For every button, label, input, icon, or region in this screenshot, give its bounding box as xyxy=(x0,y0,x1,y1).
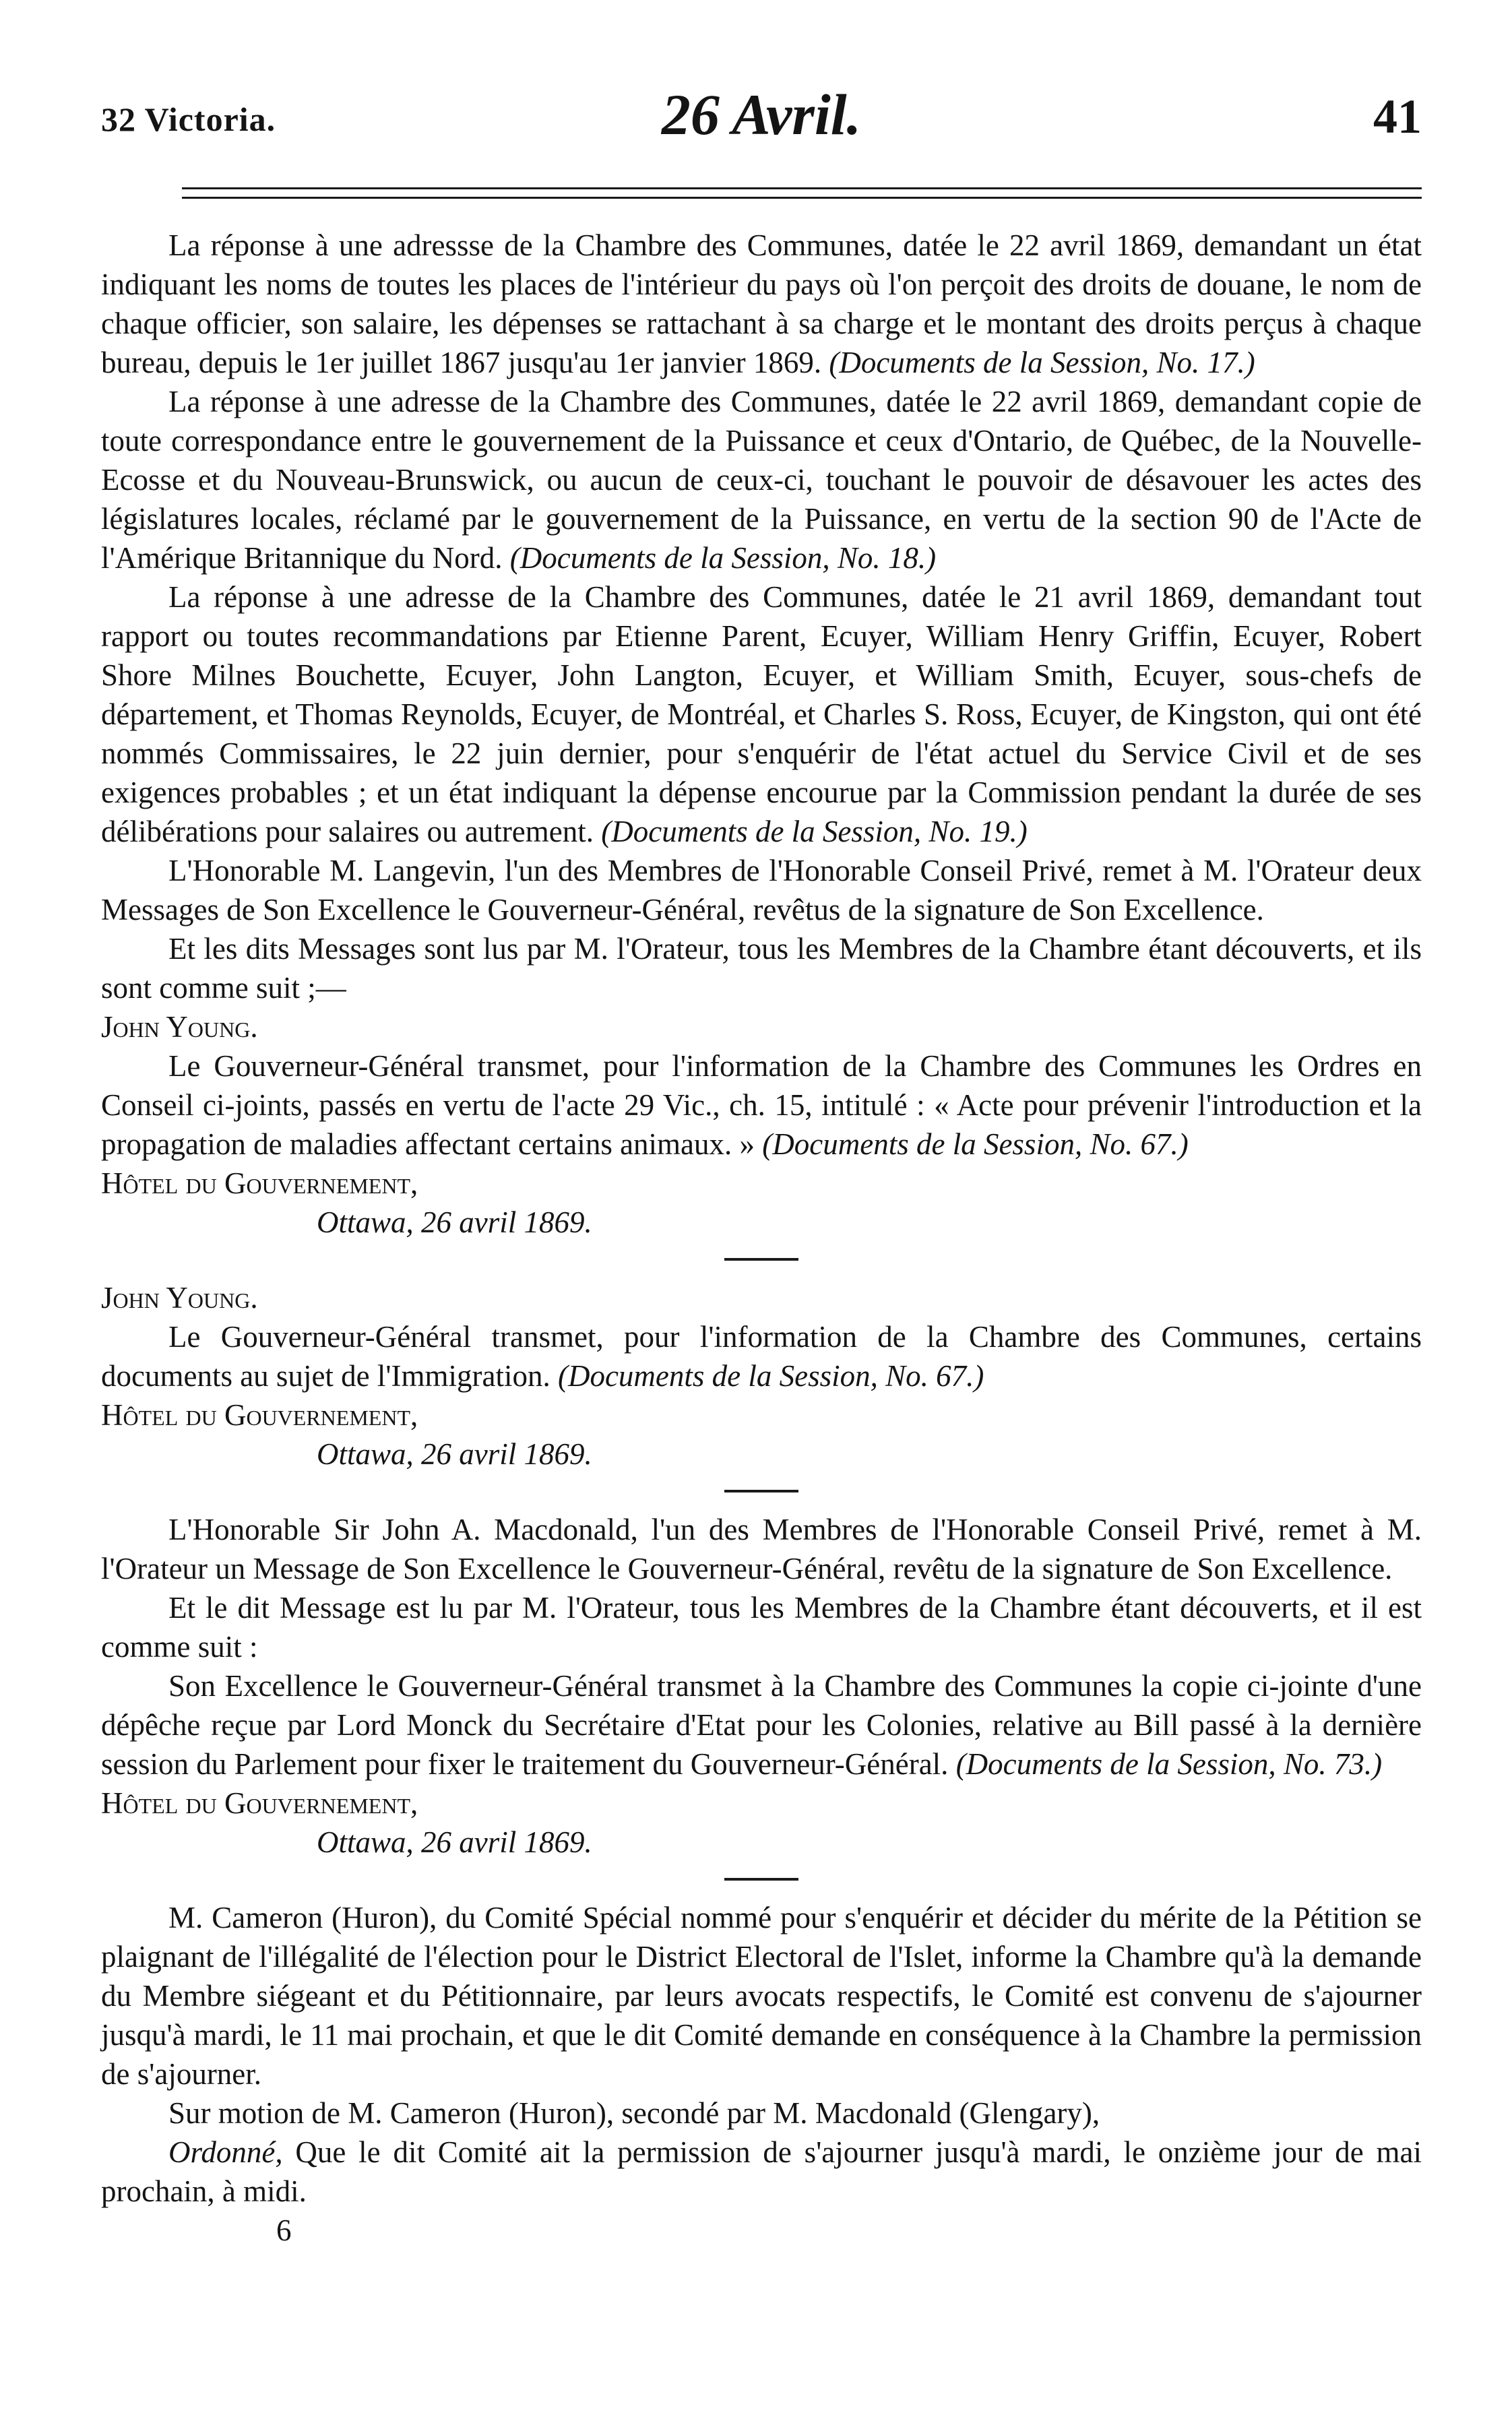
paragraph-civil-service-return: La réponse à une adresse de la Chambre des Communes, datée le 21 avril 1869, demandant tout rapport ou toutes recommandations par Etienne Parent, Ecuyer, William Henry Griffin, Ecuyer, Robert Shore Milnes Bouchette, Ecuyer, John Langton, Ecuyer, et William Smith, Ecuyer, sous-chefs de département, et Thomas Reynolds, Ecuyer, de Montréal, et Charles S. Ross, Ecuyer, de Kingston, qui ont été nommés Commissaires, le 22 juin dernier, pour s'enquérir de l'état actuel du Service Civil et de ses exigences probables ; et un état indiquant la dépense encourue par la Commission pendant la durée de ses délibérations pour salaires ou autrement. (Documents de la Session, No. 19.) xyxy=(101,580,1422,848)
paragraph-correspondence-return: La réponse à une adresse de la Chambre des Communes, datée le 22 avril 1869, demandant copie de toute correspondance entre le gouvernement de la Puissance et ceux d'Ontario, de Québec, de la Nouvelle-Ecosse et du Nouveau-Brunswick, ou aucun de ceux-ci, touchant le pouvoir de désavouer les actes des législatures locales, réclamé par le gouvernement de la Puissance, en vertu de la section 90 de l'Acte de l'Amérique Britannique du Nord. (Documents de la Session, No. 18.) xyxy=(101,385,1422,575)
document-reference: (Documents de la Session, No. 67.) xyxy=(557,1359,984,1393)
section-separator xyxy=(724,1878,798,1881)
document-reference: (Documents de la Session, No. 73.) xyxy=(955,1747,1383,1781)
header-rule-bottom xyxy=(182,197,1422,199)
header-volume: 32 Victoria. xyxy=(101,100,276,138)
page-number: 41 xyxy=(1373,90,1422,144)
dateline: Ottawa, 26 avril 1869. xyxy=(317,1825,592,1859)
paragraph-committee-report: M. Cameron (Huron), du Comité Spécial nommé pour s'enquérir et décider du mérite de la Pétition se plaignant de l'illégalité de l'élection pour le District Electoral de l'Islet, informe la Chambre qu'à la demande du Membre siégeant et du Pétitionnaire, par leurs avocats respectifs, le Comité est convenu de s'ajourner jusqu'à mardi, le 11 mai prochain, et que le dit Comité demande en conséquence à la Chambre la permission de s'ajourner. xyxy=(101,1901,1422,2091)
dateline: Ottawa, 26 avril 1869. xyxy=(317,1205,592,1239)
paragraph-customs-return: La réponse à une adressse de la Chambre des Communes, datée le 22 avril 1869, demandant un état indiquant les noms de toutes les places de l'intérieur du pays où l'on perçoit des droits de douane, le nom de chaque officier, son salaire, les dépenses se rattachant à sa charge et le montant des droits perçus à chaque bureau, depuis le 1er juillet 1867 jusqu'au 1er janvier 1869. (Documents de la Session, No. 17.) xyxy=(101,228,1422,379)
paragraph-governor-salary-dispatch: Son Excellence le Gouverneur-Général transmet à la Chambre des Communes la copie ci-jointe d'une dépêche reçue par Lord Monck du Secrétaire d'Etat pour les Colonies, relative au Bill passé à la dernière session du Parlement pour fixer le traitement du Gouverneur-Général. (Documents de la Session, No. 73.) xyxy=(101,1669,1422,1781)
document-reference: (Documents de la Session, No. 19.) xyxy=(601,815,1028,848)
document-reference: (Documents de la Session, No. 67.) xyxy=(762,1127,1189,1161)
section-separator xyxy=(724,1490,798,1492)
government-house-label: Hôtel du Gouvernement, xyxy=(101,1166,418,1200)
document-reference: (Documents de la Session, No. 18.) xyxy=(509,541,937,575)
government-house-label: Hôtel du Gouvernement, xyxy=(101,1786,418,1820)
dateline: Ottawa, 26 avril 1869. xyxy=(317,1437,592,1471)
page-header xyxy=(101,81,1422,155)
paragraph-messages-delivered: L'Honorable M. Langevin, l'un des Membres de l'Honorable Conseil Privé, remet à M. l'Orateur deux Messages de Son Excellence le Gouverneur-Général, revêtus de la signature de Son Excellence. xyxy=(101,854,1422,926)
paragraph-order: Ordonné, Que le dit Comité ait la permission de s'ajourner jusqu'à mardi, le onzième jour de mai prochain, à midi. xyxy=(101,2135,1422,2208)
paragraph-motion: Sur motion de M. Cameron (Huron), secondé par M. Macdonald (Glengary), xyxy=(168,2096,1100,2130)
paragraph-orders-in-council: Le Gouverneur-Général transmet, pour l'information de la Chambre des Communes les Ordres en Conseil ci-joints, passés en vertu de l'acte 29 Vic., ch. 15, intitulé : « Acte pour prévenir l'introduction et la propagation de maladies affectant certains animaux. » (Documents de la Session, No. 67.) xyxy=(101,1049,1422,1161)
header-rule-top xyxy=(182,187,1422,189)
signature-john-young: John Young. xyxy=(101,1010,258,1044)
document-reference: (Documents de la Session, No. 17.) xyxy=(829,346,1255,379)
paragraph-macdonald-message: L'Honorable Sir John A. Macdonald, l'un des Membres de l'Honorable Conseil Privé, remet à M. l'Orateur un Message de Son Excellence le Gouverneur-Général, revêtu de la signature de Son Excellence. xyxy=(101,1513,1422,1585)
paragraph-message-read: Et le dit Message est lu par M. l'Orateur, tous les Membres de la Chambre étant découverts, et il est comme suit : xyxy=(101,1591,1422,1664)
page-body xyxy=(101,226,1422,2250)
paragraph-immigration-documents: Le Gouverneur-Général transmet, pour l'information de la Chambre des Communes, certains documents au sujet de l'Immigration. (Documents de la Session, No. 67.) xyxy=(101,1320,1422,1393)
paragraph-messages-read: Et les dits Messages sont lus par M. l'Orateur, tous les Membres de la Chambre étant découverts, et ils sont comme suit ;— xyxy=(101,932,1422,1005)
signature-john-young: John Young. xyxy=(101,1281,258,1315)
section-separator xyxy=(724,1258,798,1261)
signature-mark: 6 xyxy=(276,2213,292,2247)
government-house-label: Hôtel du Gouvernement, xyxy=(101,1398,418,1432)
header-date: 26 Avril. xyxy=(661,82,862,147)
